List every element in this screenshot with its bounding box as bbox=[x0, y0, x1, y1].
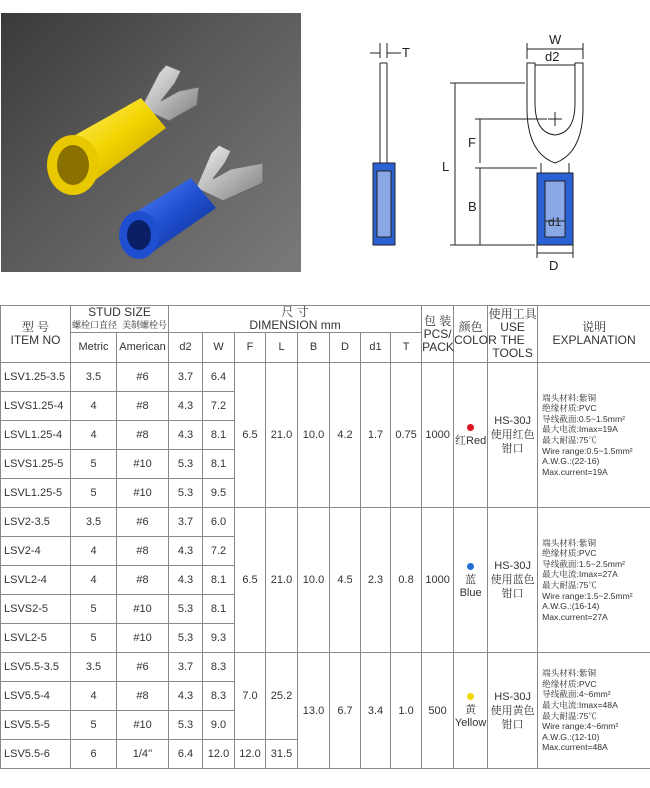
front-view bbox=[450, 43, 583, 258]
cell-item-no: LSVS1.25-5 bbox=[1, 450, 71, 479]
header-f: F bbox=[235, 333, 266, 363]
cell-d2: 5.3 bbox=[169, 479, 203, 508]
cell-american: #6 bbox=[117, 653, 169, 682]
header-american: American bbox=[117, 333, 169, 363]
cell-d2: 5.3 bbox=[169, 595, 203, 624]
cell-d: 6.7 bbox=[330, 653, 361, 769]
cell-american: #10 bbox=[117, 595, 169, 624]
cell-w: 9.0 bbox=[203, 711, 235, 740]
cell-metric: 5 bbox=[71, 595, 117, 624]
label-w: W bbox=[549, 32, 562, 47]
cell-metric: 5 bbox=[71, 624, 117, 653]
cell-f: 12.0 bbox=[235, 740, 266, 769]
cell-item-no: LSVL1.25-4 bbox=[1, 421, 71, 450]
cell-d2: 5.3 bbox=[169, 711, 203, 740]
cell-d: 4.2 bbox=[330, 363, 361, 508]
cell-f: 6.5 bbox=[235, 363, 266, 508]
header-b: B bbox=[298, 333, 330, 363]
cell-item-no: LSV2-4 bbox=[1, 537, 71, 566]
cell-d: 4.5 bbox=[330, 508, 361, 653]
header-d1: d1 bbox=[361, 333, 391, 363]
side-view bbox=[370, 43, 401, 245]
cell-d2: 6.4 bbox=[169, 740, 203, 769]
cell-metric: 4 bbox=[71, 537, 117, 566]
label-b: B bbox=[468, 199, 477, 214]
header-d: D bbox=[330, 333, 361, 363]
cell-american: #8 bbox=[117, 421, 169, 450]
header-t: T bbox=[391, 333, 422, 363]
cell-item-no: LSV5.5-6 bbox=[1, 740, 71, 769]
cell-tool: HS-30J 使用黄色 钳口 bbox=[488, 653, 538, 769]
cell-b: 10.0 bbox=[298, 508, 330, 653]
header-stud-size: STUD SIZE 螺栓口直径 美制螺栓号 bbox=[71, 306, 169, 333]
cell-metric: 4 bbox=[71, 392, 117, 421]
label-d1: d1 bbox=[548, 215, 562, 229]
cell-w: 8.1 bbox=[203, 595, 235, 624]
cell-american: #8 bbox=[117, 682, 169, 711]
cell-pack: 1000 bbox=[422, 508, 454, 653]
cell-metric: 5 bbox=[71, 450, 117, 479]
header-tools: 使用工具 USE THE TOOLS bbox=[488, 306, 538, 363]
cell-metric: 5 bbox=[71, 479, 117, 508]
table-row bbox=[1, 653, 650, 682]
label-d2: d2 bbox=[545, 49, 560, 64]
cell-w: 8.1 bbox=[203, 566, 235, 595]
cell-d2: 4.3 bbox=[169, 537, 203, 566]
cell-w: 8.1 bbox=[203, 450, 235, 479]
cell-d2: 5.3 bbox=[169, 624, 203, 653]
header-l: L bbox=[266, 333, 298, 363]
cell-l: 31.5 bbox=[266, 740, 298, 769]
cell-explanation: 端头材料:紫铜 绝缘材质:PVC 导线截面:4~6mm² 最大电流:Imax=48A 最大耐温:75℃ Wire range:4~6mm² A.W.G.:(12-10) Max.current=48A bbox=[538, 653, 650, 769]
cell-american: #10 bbox=[117, 624, 169, 653]
cell-metric: 3.5 bbox=[71, 508, 117, 537]
cell-b: 13.0 bbox=[298, 653, 330, 769]
spec-table bbox=[0, 305, 650, 769]
spec-table-body bbox=[1, 363, 650, 769]
cell-d2: 4.3 bbox=[169, 421, 203, 450]
cell-w: 9.3 bbox=[203, 624, 235, 653]
cell-t: 0.75 bbox=[391, 363, 422, 508]
color-dot-icon bbox=[467, 424, 474, 431]
cell-item-no: LSVL2-5 bbox=[1, 624, 71, 653]
cell-l: 21.0 bbox=[266, 508, 298, 653]
cell-d1: 1.7 bbox=[361, 363, 391, 508]
cell-item-no: LSV5.5-4 bbox=[1, 682, 71, 711]
cell-w: 6.4 bbox=[203, 363, 235, 392]
table-row bbox=[1, 363, 650, 392]
cell-metric: 3.5 bbox=[71, 363, 117, 392]
header-color: 颜色 COLOR bbox=[454, 306, 488, 363]
color-label: 黄 bbox=[465, 704, 477, 716]
header-explanation: 说明 EXPLANATION bbox=[538, 306, 650, 363]
header-d2: d2 bbox=[169, 333, 203, 363]
cell-color bbox=[454, 363, 488, 508]
cell-metric: 5 bbox=[71, 711, 117, 740]
cell-item-no: LSVS1.25-4 bbox=[1, 392, 71, 421]
table-row bbox=[1, 508, 650, 537]
cell-d2: 3.7 bbox=[169, 653, 203, 682]
cell-metric: 4 bbox=[71, 421, 117, 450]
label-d: D bbox=[549, 258, 559, 272]
cell-item-no: LSVS2-5 bbox=[1, 595, 71, 624]
cell-american: #6 bbox=[117, 508, 169, 537]
cell-american: #8 bbox=[117, 566, 169, 595]
header-metric: Metric bbox=[71, 333, 117, 363]
cell-d1: 3.4 bbox=[361, 653, 391, 769]
terminal-photo-illustration bbox=[1, 13, 301, 272]
cell-pack: 1000 bbox=[422, 363, 454, 508]
cell-american: #10 bbox=[117, 450, 169, 479]
cell-item-no: LSV2-3.5 bbox=[1, 508, 71, 537]
cell-f: 6.5 bbox=[235, 508, 266, 653]
color-label-en: Yellow bbox=[454, 717, 487, 729]
color-label: 蓝Blue bbox=[459, 573, 482, 599]
cell-item-no: LSVL1.25-5 bbox=[1, 479, 71, 508]
product-photo bbox=[1, 13, 301, 272]
header-w: W bbox=[203, 333, 235, 363]
label-f: F bbox=[468, 135, 476, 150]
cell-item-no: LSV5.5-5 bbox=[1, 711, 71, 740]
cell-item-no: LSV1.25-3.5 bbox=[1, 363, 71, 392]
blue-terminal-fork bbox=[196, 145, 263, 201]
cell-b: 10.0 bbox=[298, 363, 330, 508]
cell-w: 6.0 bbox=[203, 508, 235, 537]
cell-american: 1/4'' bbox=[117, 740, 169, 769]
header-pack: 包 装 PCS/ PACK bbox=[422, 306, 454, 363]
cell-d2: 4.3 bbox=[169, 392, 203, 421]
cell-w: 7.2 bbox=[203, 392, 235, 421]
color-dot-icon bbox=[467, 693, 474, 700]
cell-d2: 4.3 bbox=[169, 682, 203, 711]
cell-explanation: 端头材料:紫铜 绝缘材质:PVC 导线截面:1.5~2.5mm² 最大电流:Imax=27A 最大耐温:75℃ Wire range:1.5~2.5mm² A.W.G.:(16-14) Max.current=27A bbox=[538, 508, 650, 653]
cell-item-no: LSVL2-4 bbox=[1, 566, 71, 595]
cell-item-no: LSV5.5-3.5 bbox=[1, 653, 71, 682]
cell-w: 7.2 bbox=[203, 537, 235, 566]
label-t: T bbox=[402, 45, 410, 60]
cell-d2: 3.7 bbox=[169, 363, 203, 392]
cell-metric: 4 bbox=[71, 566, 117, 595]
cell-t: 1.0 bbox=[391, 653, 422, 769]
cell-w: 12.0 bbox=[203, 740, 235, 769]
cell-l: 25.2 bbox=[266, 653, 298, 740]
cell-w: 8.3 bbox=[203, 653, 235, 682]
cell-t: 0.8 bbox=[391, 508, 422, 653]
dimension-diagram bbox=[315, 13, 650, 272]
cell-w: 8.1 bbox=[203, 421, 235, 450]
cell-american: #10 bbox=[117, 711, 169, 740]
cell-american: #10 bbox=[117, 479, 169, 508]
label-l: L bbox=[442, 159, 450, 174]
cell-w: 9.5 bbox=[203, 479, 235, 508]
cell-w: 8.3 bbox=[203, 682, 235, 711]
cell-metric: 3.5 bbox=[71, 653, 117, 682]
cell-d2: 3.7 bbox=[169, 508, 203, 537]
cell-metric: 6 bbox=[71, 740, 117, 769]
cell-tool: HS-30J 使用蓝色 钳口 bbox=[488, 508, 538, 653]
cell-d1: 2.3 bbox=[361, 508, 391, 653]
cell-color bbox=[454, 653, 488, 769]
cell-american: #8 bbox=[117, 537, 169, 566]
cell-f: 7.0 bbox=[235, 653, 266, 740]
cell-color bbox=[454, 508, 488, 653]
color-label: 红Red bbox=[455, 435, 487, 447]
cell-tool: HS-30J 使用红色 钳口 bbox=[488, 363, 538, 508]
header-dimension: 尺 寸 DIMENSION mm bbox=[169, 306, 422, 333]
cell-american: #6 bbox=[117, 363, 169, 392]
cell-d2: 4.3 bbox=[169, 566, 203, 595]
cell-american: #8 bbox=[117, 392, 169, 421]
cell-d2: 5.3 bbox=[169, 450, 203, 479]
cell-pack: 500 bbox=[422, 653, 454, 769]
color-dot-icon bbox=[467, 563, 474, 570]
header-item-no: 型 号 ITEM NO bbox=[1, 306, 71, 363]
cell-explanation: 端头材料:紫铜 绝缘材质:PVC 导线截面:0.5~1.5mm² 最大电流:Imax=19A 最大耐温:75℃ Wire range:0.5~1.5mm² A.W.G.:(22-16) Max.current=19A bbox=[538, 363, 650, 508]
cell-metric: 4 bbox=[71, 682, 117, 711]
cell-l: 21.0 bbox=[266, 363, 298, 508]
